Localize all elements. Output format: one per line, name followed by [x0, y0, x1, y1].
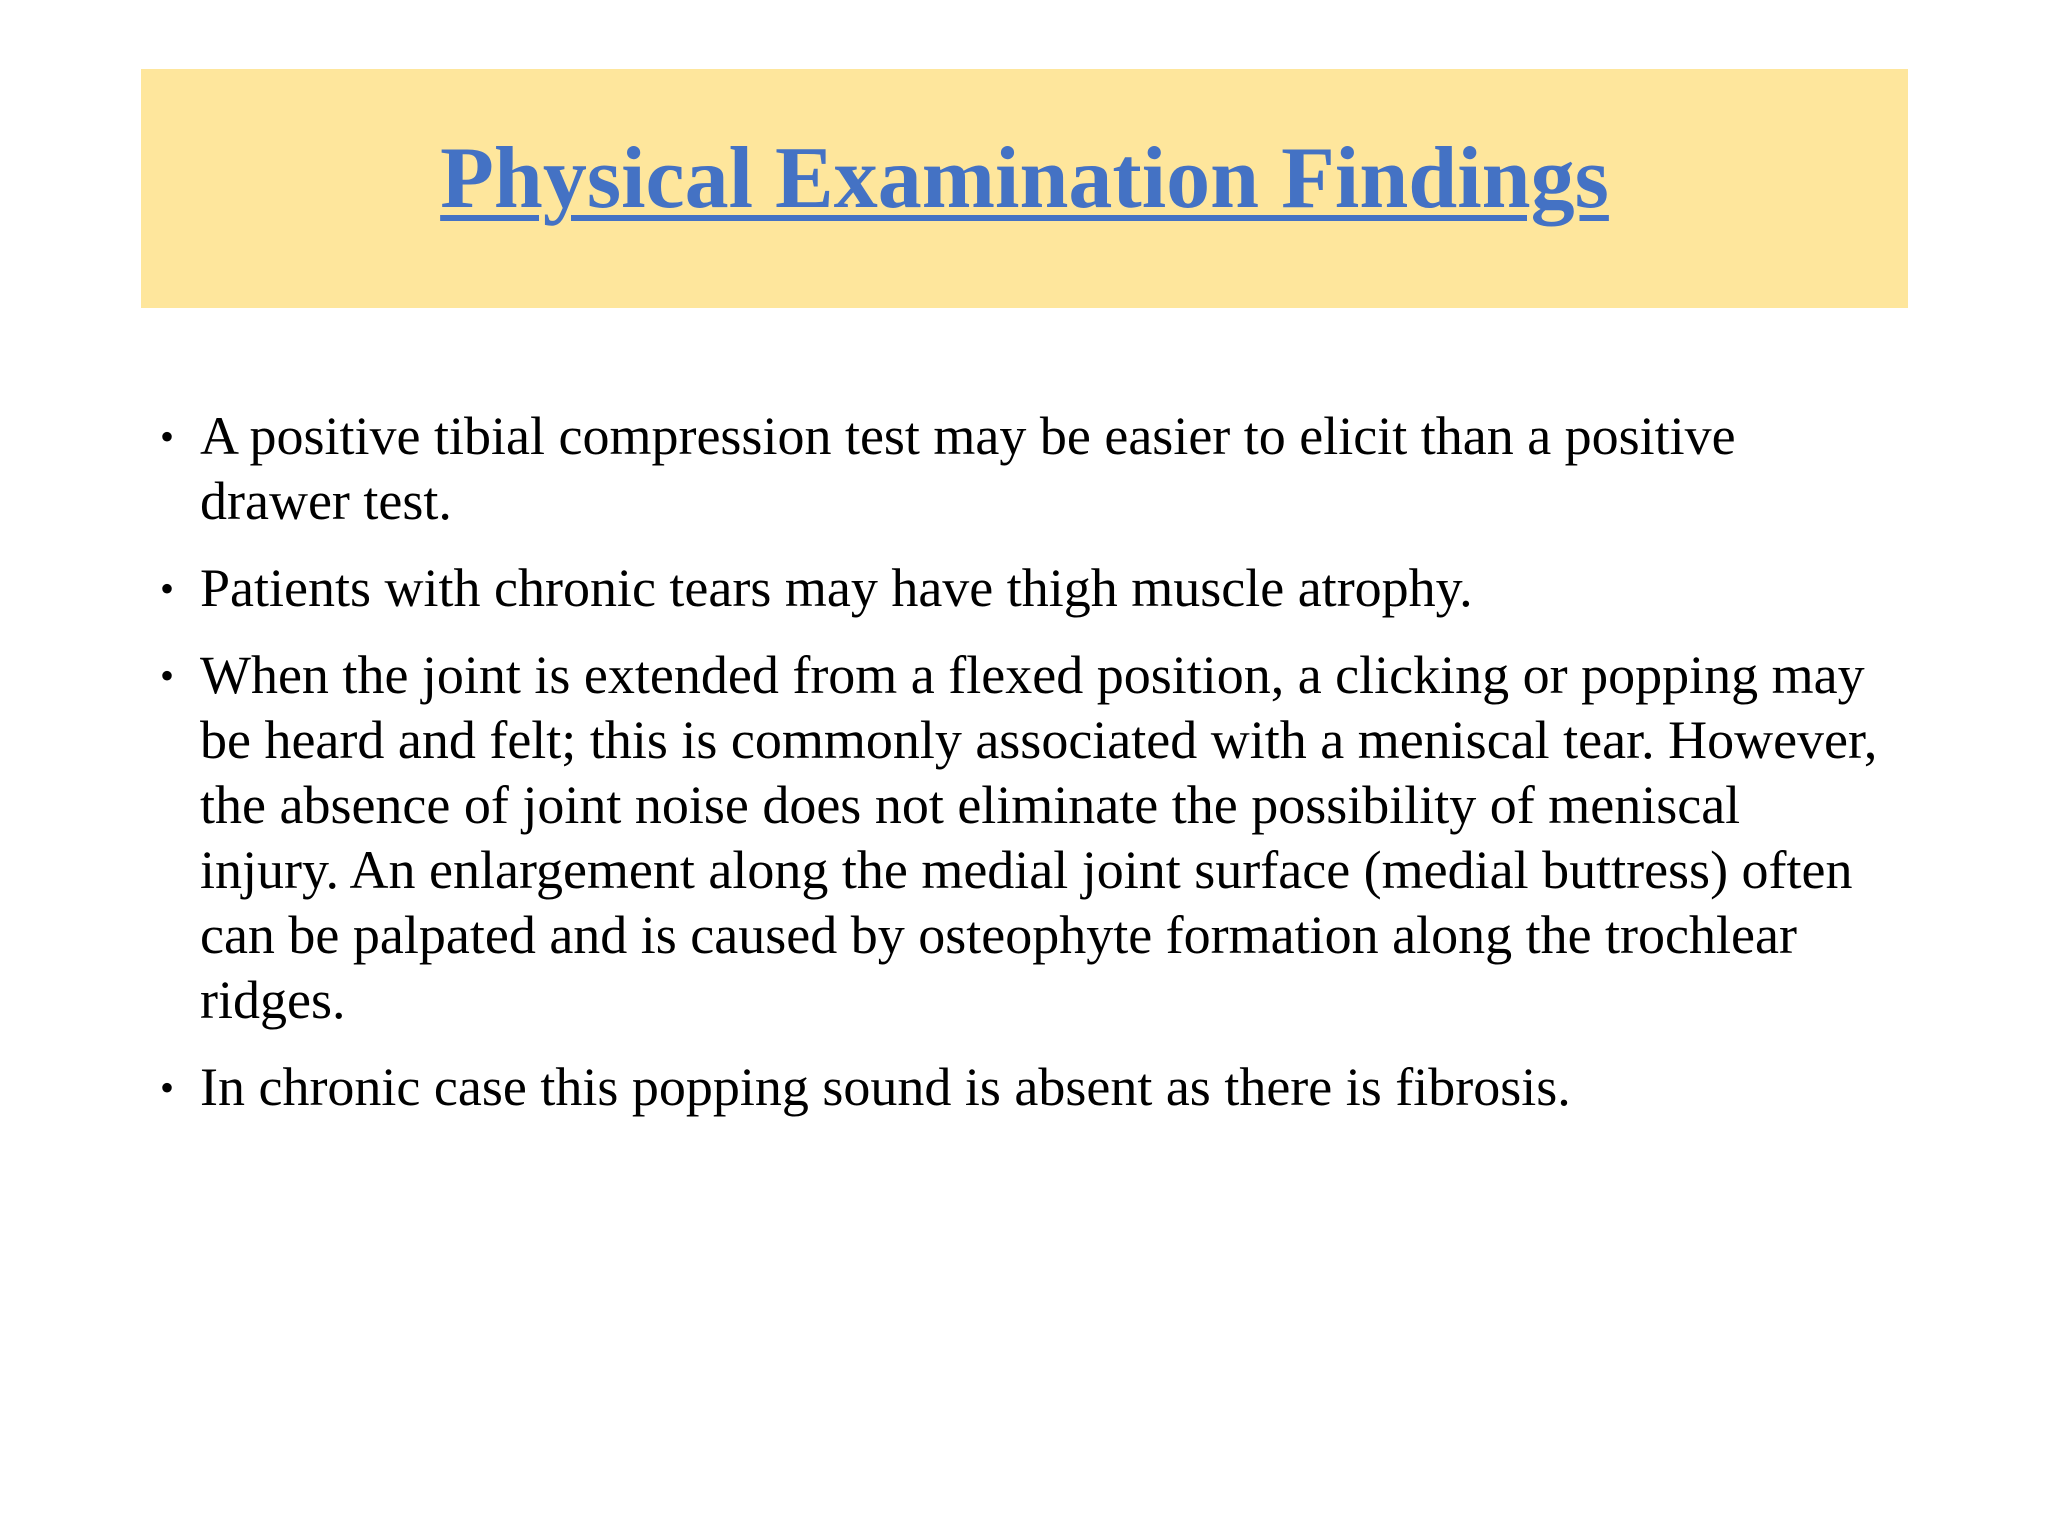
bullet-item — [160, 643, 1880, 1033]
bullet-dot-icon: • — [160, 566, 175, 611]
title-banner — [141, 69, 1908, 308]
bullet-text: Patients with chronic tears may have thigh muscle atrophy. — [200, 558, 1473, 618]
bullet-item — [160, 404, 1880, 534]
bullet-dot-icon: • — [160, 1065, 175, 1110]
bullet-text: When the joint is extended from a flexed position, a clicking or popping may be heard and felt; this is commonly associated with a meniscal tear. However, the absence of joint noise does not eliminate the possibility of meniscal injury. An enlargement along the medial joint surface (medial buttress) often can be palpated and is caused by osteophyte formation along the trochlear ridges. — [200, 645, 1878, 1030]
bullet-dot-icon: • — [160, 653, 175, 698]
bullet-item — [160, 1055, 1880, 1120]
bullet-dot-icon: • — [160, 414, 175, 459]
slide-title: Physical Examination Findings — [440, 129, 1609, 227]
bullet-list — [160, 404, 1880, 1142]
bullet-item — [160, 556, 1880, 621]
bullet-text: A positive tibial compression test may be easier to elicit than a positive drawer test. — [200, 406, 1736, 531]
bullet-text: In chronic case this popping sound is absent as there is fibrosis. — [200, 1057, 1571, 1117]
